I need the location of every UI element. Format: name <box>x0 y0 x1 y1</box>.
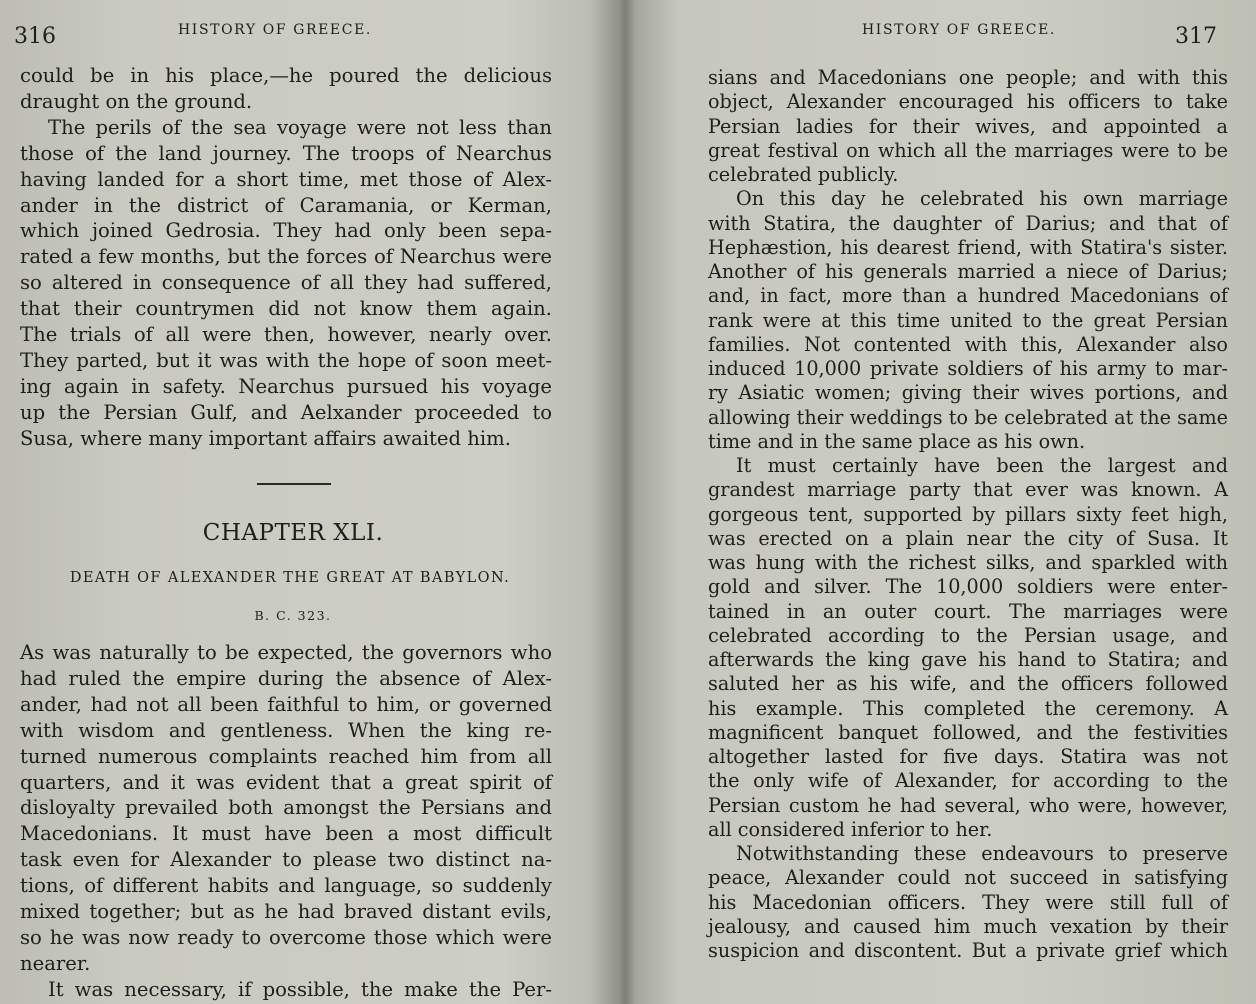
text-line: mixed together; but as he had braved distant evils, <box>20 900 552 924</box>
text-line: Persian ladies for their wives, and appointed a <box>708 114 1228 138</box>
text-line: Persian custom he had several, who were, however, <box>708 793 1228 817</box>
text-line: was hung with the richest silks, and sparkled with <box>708 551 1228 574</box>
text-line: afterwards the king gave his hand to Statira; and <box>708 648 1228 671</box>
text-line: that their countrymen did not know them again. <box>20 297 552 321</box>
text-line: On this day he celebrated his own marriage <box>736 187 1228 211</box>
text-line: could be in his place,—he poured the delicious <box>20 64 552 87</box>
left-lower-text <box>20 640 552 1003</box>
text-line: The perils of the sea voyage were not less than <box>48 115 552 139</box>
text-line: rated a few months, but the forces of Nearchus were <box>20 245 552 269</box>
text-line: sians and Macedonians one people; and with this <box>708 66 1228 89</box>
chapter-title: CHAPTER XLI. <box>202 520 384 546</box>
text-line: altogether lasted for five days. Statira was not <box>708 745 1228 768</box>
text-line: As was naturally to be expected, the governors who <box>20 641 552 664</box>
text-line: ander, had not all been faithful to him, or governed <box>20 692 552 716</box>
text-line: ing again in safety. Nearchus pursued his voyage <box>20 374 552 398</box>
text-line: those of the land journey. The troops of Nearchus <box>20 141 552 165</box>
text-line: which joined Gedrosia. They had only been sepa- <box>20 219 552 243</box>
text-line: so he was now ready to overcome those which were <box>20 925 552 949</box>
text-line: It was necessary, if possible, the make the Per- <box>48 977 552 1001</box>
text-line: Another of his generals married a niece of Darius; <box>708 260 1228 283</box>
text-line: Macedonians. It must have been a most difficult <box>20 822 552 846</box>
text-line: all considered inferior to her. <box>708 817 993 841</box>
text-line: celebrated according to the Persian usage, and <box>708 623 1228 647</box>
text-line: gorgeous tent, supported by pillars sixty feet high, <box>708 502 1228 526</box>
text-line: the only wife of Alexander, for according to the <box>708 769 1228 793</box>
text-line: induced 10,000 private soldiers of his army to mar- <box>708 357 1228 380</box>
text-line: with wisdom and gentleness. When the king re- <box>20 718 552 742</box>
page-number-right: 317 <box>1175 24 1217 49</box>
text-line: and, in fact, more than a hundred Macedonians of <box>708 284 1228 308</box>
text-line: tained in an outer court. The marriages were <box>708 599 1228 623</box>
text-line: allowing their weddings to be celebrated at the same <box>708 405 1228 429</box>
text-line: turned numerous complaints reached him from all <box>20 744 552 768</box>
text-line: jealousy, and caused him much vexation by their <box>708 914 1228 938</box>
text-line: ry Asiatic women; giving their wives portions, and <box>708 381 1228 405</box>
text-line: task even for Alexander to please two distinct na- <box>20 848 552 872</box>
text-line: was erected on a plain near the city of Susa. It <box>708 526 1228 550</box>
running-head-right: HISTORY OF GREECE. <box>862 22 1056 38</box>
text-line: with Statira, the daughter of Darius; and that of <box>708 211 1228 235</box>
text-line: The trials of all were then, however, nearly over. <box>20 323 552 347</box>
text-line: peace, Alexander could not succeed in satisfying <box>708 866 1228 890</box>
text-line: so altered in consequence of all they had suffered, <box>20 271 552 295</box>
text-line: his example. This completed the ceremony. A <box>708 696 1228 720</box>
text-line: grandest marriage party that ever was known. A <box>708 478 1228 502</box>
text-line: having landed for a short time, met those of Alex- <box>20 167 552 191</box>
chapter-date: B. C. 323. <box>254 608 332 623</box>
text-line: had ruled the empire during the absence of Alex- <box>20 666 552 690</box>
page-number-left: 316 <box>14 24 56 49</box>
left-upper-text <box>20 63 552 452</box>
text-line: ander in the district of Caramania, or Kerman, <box>20 193 552 217</box>
text-line: up the Persian Gulf, and Aelxander proceeded to <box>20 400 552 424</box>
text-line: Hephæstion, his dearest friend, with Statira's sister. <box>708 235 1228 259</box>
text-line: suspicion and discontent. But a private grief which <box>708 939 1228 962</box>
running-head-left: HISTORY OF GREECE. <box>178 22 372 38</box>
right-text <box>708 66 1228 963</box>
text-line: families. Not contented with this, Alexander also <box>708 332 1228 356</box>
text-line: nearer. <box>20 951 91 975</box>
text-line: time and in the same place as his own. <box>708 429 1086 453</box>
left-page <box>0 0 620 1004</box>
chapter-subtitle: DEATH OF ALEXANDER THE GREAT AT BABYLON. <box>69 570 511 586</box>
text-line: Notwithstanding these endeavours to preserve <box>736 842 1228 865</box>
text-line: It must certainly have been the largest and <box>736 454 1228 477</box>
text-line: draught on the ground. <box>20 89 253 113</box>
text-line: tions, of different habits and language, so suddenly <box>20 874 552 898</box>
text-line: saluted her as his wife, and the officers followed <box>708 672 1228 696</box>
text-line: celebrated publicly. <box>708 163 899 186</box>
text-line: his Macedonian officers. They were still full of <box>708 890 1228 914</box>
text-line: quarters, and it was evident that a great spirit of <box>20 770 552 794</box>
right-page <box>630 0 1256 1004</box>
text-line: They parted, but it was with the hope of soon meet- <box>20 348 552 372</box>
section-divider <box>257 483 331 485</box>
text-line: gold and silver. The 10,000 soldiers were enter- <box>708 575 1228 599</box>
text-line: rank were at this time united to the great Persian <box>708 308 1228 332</box>
text-line: Susa, where many important affairs awaited him. <box>20 426 511 450</box>
text-line: disloyalty prevailed both amongst the Persians and <box>20 796 552 820</box>
text-line: magnificent banquet followed, and the festivities <box>708 720 1228 744</box>
text-line: great festival on which all the marriages were to be <box>708 138 1228 162</box>
text-line: object, Alexander encouraged his officers to take <box>708 90 1228 114</box>
